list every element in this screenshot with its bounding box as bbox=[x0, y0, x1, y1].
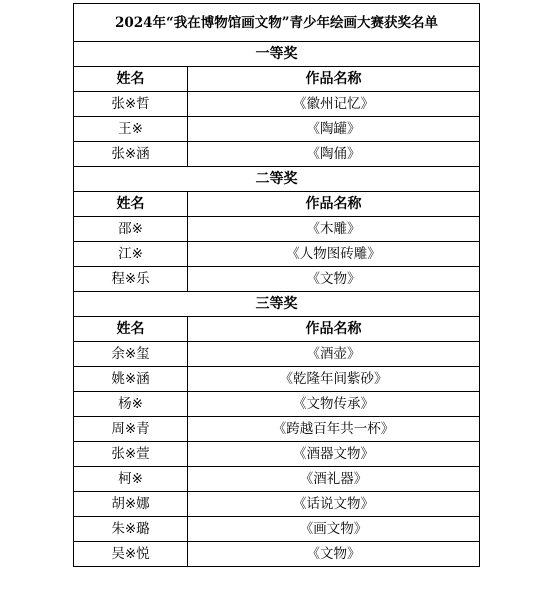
name-column-header: 姓名 bbox=[74, 192, 188, 217]
winner-name-cell: 胡※娜 bbox=[74, 492, 188, 517]
work-title-cell: 《陶罐》 bbox=[188, 117, 480, 142]
work-title-cell: 《陶俑》 bbox=[188, 142, 480, 167]
work-title-cell: 《木雕》 bbox=[188, 217, 480, 242]
winner-name-cell: 江※ bbox=[74, 242, 188, 267]
winner-name-cell: 吴※悦 bbox=[74, 542, 188, 567]
winner-name-cell: 杨※ bbox=[74, 392, 188, 417]
table-row bbox=[74, 492, 480, 517]
work-title-cell: 《酒器文物》 bbox=[188, 442, 480, 467]
award-level-heading: 二等奖 bbox=[74, 167, 480, 192]
table-row bbox=[74, 442, 480, 467]
winner-name-cell: 张※萱 bbox=[74, 442, 188, 467]
table-row bbox=[74, 117, 480, 142]
work-title-cell: 《徽州记忆》 bbox=[188, 92, 480, 117]
column-header-row bbox=[74, 67, 480, 92]
table-row bbox=[74, 392, 480, 417]
award-list-table bbox=[73, 3, 480, 567]
document-title: 2024年“我在博物馆画文物”青少年绘画大赛获奖名单 bbox=[74, 4, 480, 42]
title-row bbox=[74, 4, 480, 42]
work-title-cell: 《酒礼器》 bbox=[188, 467, 480, 492]
winner-name-cell: 周※青 bbox=[74, 417, 188, 442]
column-header-row bbox=[74, 317, 480, 342]
work-title-cell: 《乾隆年间紫砂》 bbox=[188, 367, 480, 392]
work-title-cell: 《文物传承》 bbox=[188, 392, 480, 417]
work-title-cell: 《文物》 bbox=[188, 542, 480, 567]
winner-name-cell: 柯※ bbox=[74, 467, 188, 492]
work-column-header: 作品名称 bbox=[188, 192, 480, 217]
table-row bbox=[74, 92, 480, 117]
name-column-header: 姓名 bbox=[74, 317, 188, 342]
award-level-heading: 一等奖 bbox=[74, 42, 480, 67]
winner-name-cell: 余※玺 bbox=[74, 342, 188, 367]
table-row bbox=[74, 142, 480, 167]
winner-name-cell: 张※哲 bbox=[74, 92, 188, 117]
work-column-header: 作品名称 bbox=[188, 67, 480, 92]
winner-name-cell: 程※乐 bbox=[74, 267, 188, 292]
table-row bbox=[74, 467, 480, 492]
award-section-row bbox=[74, 42, 480, 67]
winner-name-cell: 张※涵 bbox=[74, 142, 188, 167]
table-row bbox=[74, 242, 480, 267]
table-row bbox=[74, 267, 480, 292]
table-row bbox=[74, 517, 480, 542]
work-title-cell: 《酒壶》 bbox=[188, 342, 480, 367]
column-header-row bbox=[74, 192, 480, 217]
work-title-cell: 《画文物》 bbox=[188, 517, 480, 542]
winner-name-cell: 邵※ bbox=[74, 217, 188, 242]
table-row bbox=[74, 217, 480, 242]
award-list-body bbox=[74, 4, 480, 567]
table-row bbox=[74, 542, 480, 567]
award-section-row bbox=[74, 292, 480, 317]
work-title-cell: 《人物图砖雕》 bbox=[188, 242, 480, 267]
work-title-cell: 《话说文物》 bbox=[188, 492, 480, 517]
name-column-header: 姓名 bbox=[74, 67, 188, 92]
award-section-row bbox=[74, 167, 480, 192]
winner-name-cell: 朱※璐 bbox=[74, 517, 188, 542]
work-title-cell: 《文物》 bbox=[188, 267, 480, 292]
table-row bbox=[74, 417, 480, 442]
table-row bbox=[74, 342, 480, 367]
award-level-heading: 三等奖 bbox=[74, 292, 480, 317]
winner-name-cell: 姚※涵 bbox=[74, 367, 188, 392]
work-title-cell: 《跨越百年共一杯》 bbox=[188, 417, 480, 442]
work-column-header: 作品名称 bbox=[188, 317, 480, 342]
table-row bbox=[74, 367, 480, 392]
winner-name-cell: 王※ bbox=[74, 117, 188, 142]
